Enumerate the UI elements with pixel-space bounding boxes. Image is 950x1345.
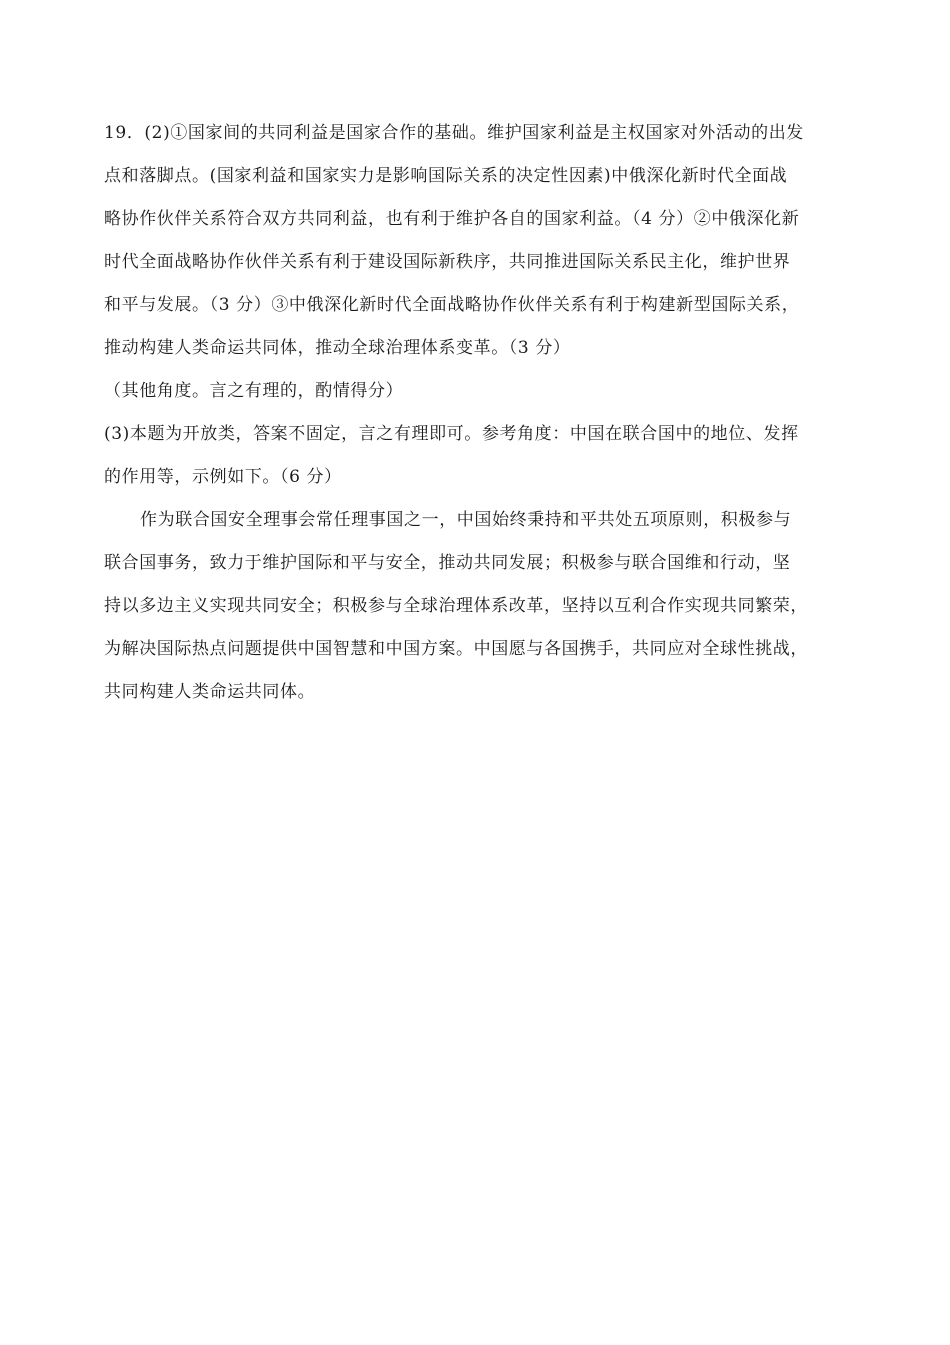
q19-part3-block — [104, 413, 854, 499]
q19-part3-example-line-4: 为解决国际热点问题提供中国智慧和中国方案。中国愿与各国携手，共同应对全球性挑战， — [104, 639, 808, 659]
q19-part3-example-line-3: 持以多边主义实现共同安全；积极参与全球治理体系改革，坚持以互利合作实现共同繁荣， — [104, 596, 808, 616]
q19-part3-example-line-1: 作为联合国安全理事会常任理事国之一，中国始终秉持和平共处五项原则，积极参与 — [140, 510, 792, 530]
q19-part3-example-line-2: 联合国事务，致力于维护国际和平与安全，推动共同发展；积极参与联合国维和行动，坚 — [104, 553, 791, 573]
q19-part2-line-2: 点和落脚点。(国家利益和国家实力是影响国际关系的决定性因素)中俄深化新时代全面战 — [104, 166, 788, 186]
q19-part2-line-1: 19．(2)①国家间的共同利益是国家合作的基础。维护国家利益是主权国家对外活动的出发 — [104, 123, 804, 143]
q19-part3-line-1: (3)本题为开放类，答案不固定，言之有理即可。参考角度：中国在联合国中的地位、发挥 — [104, 424, 799, 444]
q19-part2-scoring-note: （其他角度。言之有理的，酌情得分） — [104, 381, 404, 401]
q19-part3-example-block — [104, 499, 854, 714]
q19-part2-block — [104, 112, 854, 370]
q19-part2-line-5: 和平与发展。（3 分）③中俄深化新时代全面战略协作伙伴关系有利于构建新型国际关系， — [104, 295, 800, 315]
q19-part2-line-4: 时代全面战略协作伙伴关系有利于建设国际新秩序，共同推进国际关系民主化，维护世界 — [104, 252, 791, 272]
q19-part2-line-3: 略协作伙伴关系符合双方共同利益，也有利于维护各自的国家利益。（4 分）②中俄深化新 — [104, 209, 800, 229]
answer-page — [104, 112, 854, 714]
q19-part3-example-line-5: 共同构建人类命运共同体。 — [104, 682, 316, 702]
q19-part2-line-6: 推动构建人类命运共同体，推动全球治理体系变革。（3 分） — [104, 338, 571, 358]
q19-part3-line-2: 的作用等，示例如下。（6 分） — [104, 467, 342, 487]
